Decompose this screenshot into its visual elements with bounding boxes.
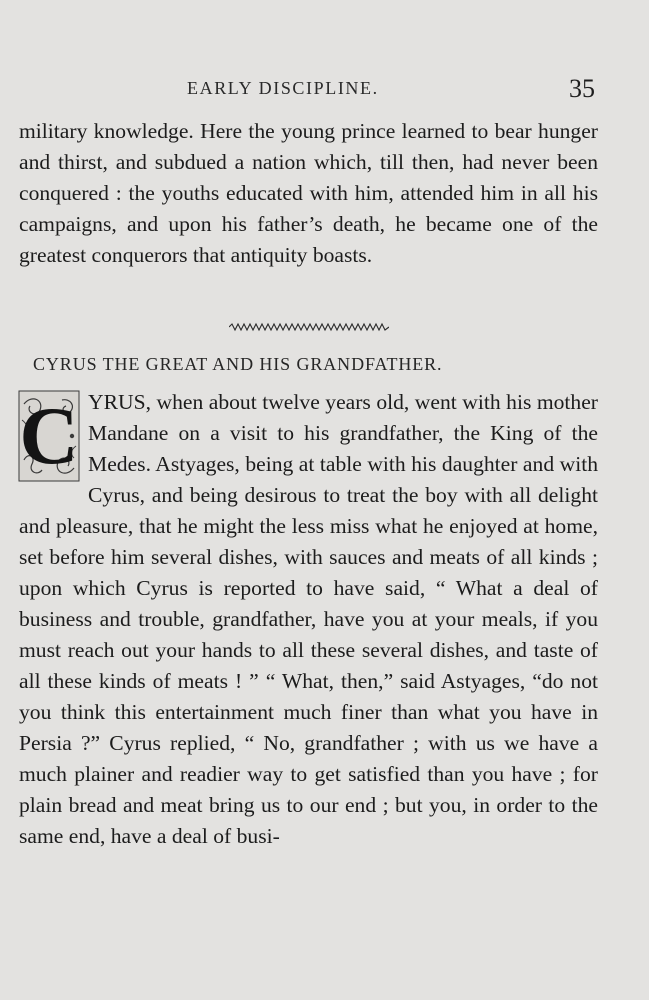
running-header [0,74,649,104]
ornamental-divider [229,318,389,330]
section-body [19,387,598,852]
section-body-text: YRUS, when about twelve years old, went with his mother Mandane on a visit to his grandfather, the King of the Medes. Astyages, being at table with his daughter and with Cyrus, and being desirous to treat the boy with all delight and pleasure, that he might the less miss what he enjoyed at home, set before him several dishes, with sauces and meats of all kinds ; upon which Cyrus is reported to have said, “ What a deal of business and trouble, grandfather, have you at your meals, if you must reach out your hands to all these several dishes, and taste of all these kinds of meats ! ” “ What, then,” said Astyages, “do not you think this entertainment much finer than what you have in Persia ?” Cyrus replied, “ No, grandfather ; with us we have a much plainer and readier way to get satisfied than you have ; for plain bread and meat bring us to our end ; but you, in order to the same end, have a deal of busi- [19,390,598,848]
drop-cap-letter: C [19,390,79,481]
running-title: EARLY DISCIPLINE. [187,78,379,98]
opening-paragraph: military knowledge. Here the young prince learned to bear hunger and thirst, and subdued a nation which, till then, had never been conquered : the youths educated with him, attended him in all his campaigns, and upon his father’s death, he became one of the greatest conquerors that antiquity boasts. [19,119,598,267]
ornamental-drop-cap [18,390,80,482]
page-number: 35 [569,74,595,103]
section-title: CYRUS THE GREAT AND HIS GRANDFATHER. [33,354,443,374]
